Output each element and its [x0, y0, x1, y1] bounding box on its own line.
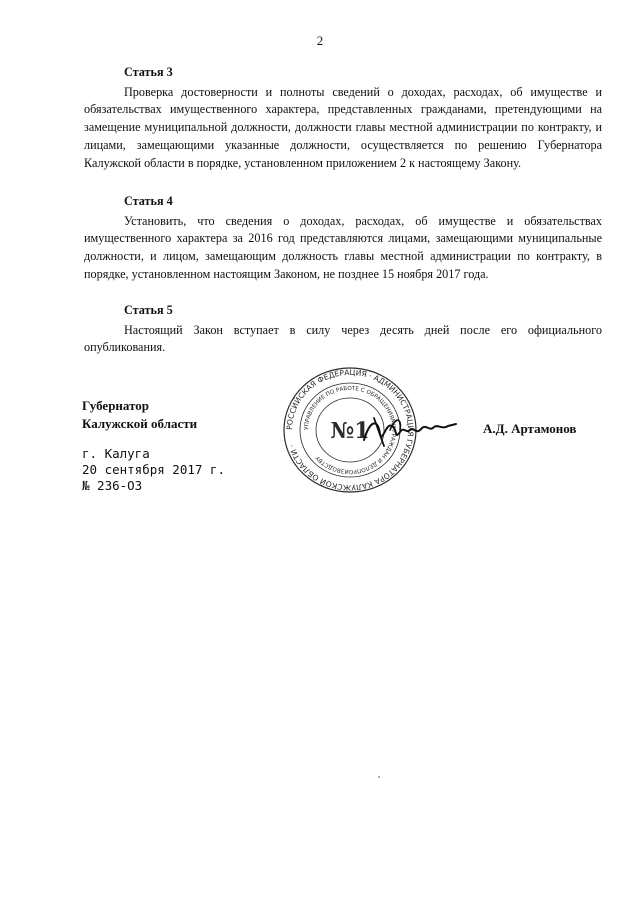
document-meta	[82, 446, 225, 494]
article-heading: Статья 4	[124, 194, 173, 208]
meta-number: № 236-ОЗ	[82, 478, 143, 493]
article-text: Установить, что сведения о доходах, расходах, об имуществе и обязательствах имущественного характера за 2016 год представляются лицами, замещающими муниципальные должности, и лицом, замещающим должность главы местной администрации по контракту, в порядке, установленном настоящим Законом, не позднее 15 ноября 2017 года.	[84, 213, 602, 281]
seal-inner-text: УПРАВЛЕНИЕ ПО РАБОТЕ С ОБРАЩЕНИЯМИ ГРАЖДАН И ДЕЛОПРОИЗВОДСТВУ	[303, 385, 397, 475]
article-text: Проверка достоверности и полноты сведений о доходах, расходах, об имуществе и обязательствах имущественного характера, представленных гражданами, претендующими на замещение муниципальной должности, должности главы местной администрации по контракту, и лицами, замещающими указанные должности, осуществляется по решению Губернатора Калужской области в порядке, установленном приложением 2 к настоящему Закону.	[84, 84, 602, 170]
signatory-title	[82, 397, 197, 433]
article-4	[84, 193, 602, 284]
meta-date: 20 сентября 2017 г.	[82, 462, 225, 477]
article-heading: Статья 5	[124, 303, 173, 317]
article-3	[84, 64, 602, 172]
article-heading: Статья 3	[124, 65, 173, 79]
scan-speck	[378, 776, 380, 778]
meta-city: г. Калуга	[82, 446, 150, 461]
signatory-title-line1: Губернатор	[82, 398, 150, 413]
signatory-name: А.Д. Артамонов	[483, 421, 577, 436]
handwritten-signature	[360, 410, 460, 450]
seal-outer-text: РОССИЙСКАЯ ФЕДЕРАЦИЯ · АДМИНИСТРАЦИЯ ГУБЕРНАТОРА КАЛУЖСКОЙ ОБЛАСТИ ·	[284, 367, 416, 493]
article-5	[84, 302, 602, 357]
seal-center-text: №1	[330, 418, 370, 444]
article-text: Настоящий Закон вступает в силу через десять дней после его официального опубликования.	[84, 322, 602, 355]
signatory-title-line2: Калужской области	[82, 416, 198, 431]
page-number: 2	[316, 33, 324, 48]
